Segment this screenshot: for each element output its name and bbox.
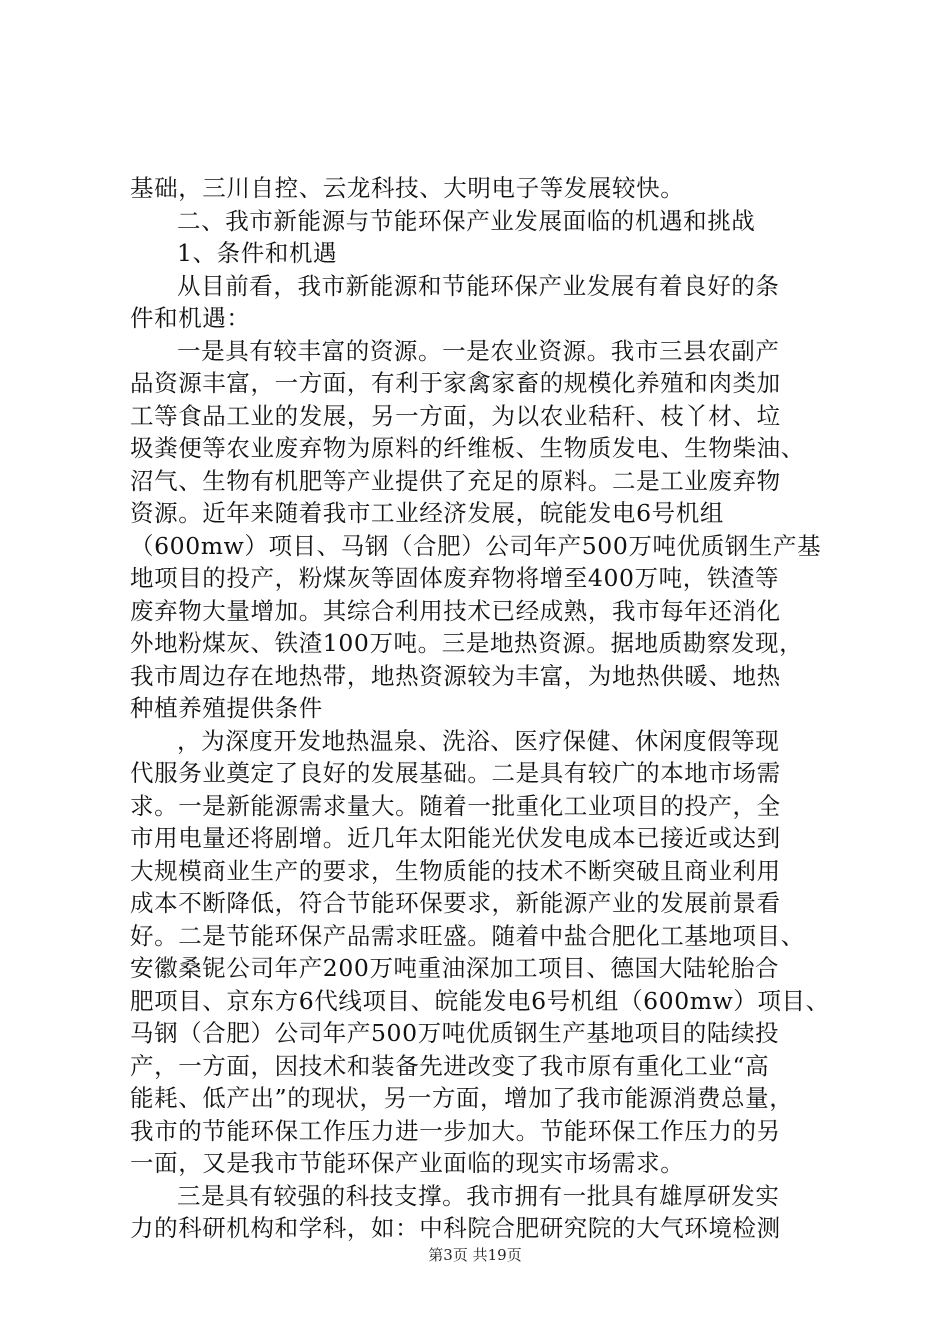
text-line: 沼气、生物有机肥等产业提供了充足的原料。二是工业废弃物 — [130, 466, 781, 495]
text-line: 安徽桑铌公司年产200万吨重油深加工项目、德国大陆轮胎合 — [130, 954, 780, 982]
text-line: 资源。近年来随着我市工业经济发展，皖能发电6号机组 — [130, 499, 724, 527]
text-line: 我市的节能环保工作压力进一步加大。节能环保工作压力的另 — [130, 1116, 781, 1145]
text-line: 件和机遇： — [130, 304, 251, 332]
text-line: 一面，又是我市节能环保产业面临的现实市场需求。 — [130, 1149, 685, 1177]
text-line: （600mw）项目、马钢（合肥）公司年产500万吨优质钢生产基 — [130, 531, 822, 560]
page-footer: 第3页 共19页 — [428, 1246, 522, 1264]
text-line: 品资源丰富，一方面，有利于家禽家畜的规模化养殖和肉类加 — [130, 369, 781, 397]
text-line: 从目前看，我市新能源和节能环保产业发展有着良好的条 — [177, 271, 780, 300]
text-line: 种植养殖提供条件 — [130, 694, 323, 722]
text-line: ，为深度开发地热温泉、洗浴、医疗保健、休闲度假等现 — [177, 726, 780, 755]
document-body — [130, 172, 830, 1245]
text-line: 肥项目、京东方6代线项目、皖能发电6号机组（600mw）项目、 — [130, 986, 830, 1015]
text-line: 一是具有较丰富的资源。一是农业资源。我市三县农副产 — [177, 336, 780, 365]
text-line: 基础，三川自控、云龙科技、大明电子等发展较快。 — [130, 174, 685, 202]
text-line: 圾粪便等农业废弃物为原料的纤维板、生物质发电、生物柴油、 — [130, 434, 805, 462]
text-line: 大规模商业生产的要求，生物质能的技术不断突破且商业利用 — [130, 856, 781, 885]
text-line: 我市周边存在地热带，地热资源较为丰富，为地热供暖、地热 — [130, 661, 781, 690]
text-line: 求。一是新能源需求量大。随着一批重化工业项目的投产，全 — [130, 791, 781, 820]
text-line: 能耗、低产出”的现状，另一方面，增加了我市能源消费总量， — [130, 1084, 794, 1112]
text-line: 市用电量还将剧增。近几年太阳能光伏发电成本已接近或达到 — [130, 824, 781, 852]
text-line: 外地粉煤灰、铁渣100万吨。三是地热资源。据地质勘察发现， — [130, 629, 804, 657]
text-line: 好。二是节能环保产品需求旺盛。随着中盐合肥化工基地项目、 — [130, 921, 805, 950]
text-line: 三是具有较强的科技支撑。我市拥有一批具有雄厚研发实 — [177, 1181, 780, 1210]
text-line: 马钢（合肥）公司年产500万吨优质钢生产基地项目的陆续投 — [130, 1019, 780, 1047]
text-line: 废弃物大量增加。其综合利用技术已经成熟，我市每年还消化 — [130, 596, 781, 625]
text-line: 产，一方面，因技术和装备先进改变了我市原有重化工业“高 — [130, 1051, 770, 1080]
text-line: 1、条件和机遇 — [177, 239, 338, 267]
text-line: 力的科研机构和学科，如：中科院合肥研究院的大气环境检测 — [130, 1214, 781, 1242]
text-line: 代服务业奠定了良好的发展基础。二是具有较广的本地市场需 — [130, 759, 781, 787]
text-line: 地项目的投产，粉煤灰等固体废弃物将增至400万吨，铁渣等 — [130, 564, 780, 592]
text-line: 成本不断降低，符合节能环保要求，新能源产业的发展前景看 — [130, 889, 781, 917]
text-line: 工等食品工业的发展，另一方面，为以农业秸秆、枝丫材、垃 — [130, 401, 781, 430]
text-line: 二、我市新能源与节能环保产业发展面临的机遇和挑战 — [177, 206, 756, 235]
